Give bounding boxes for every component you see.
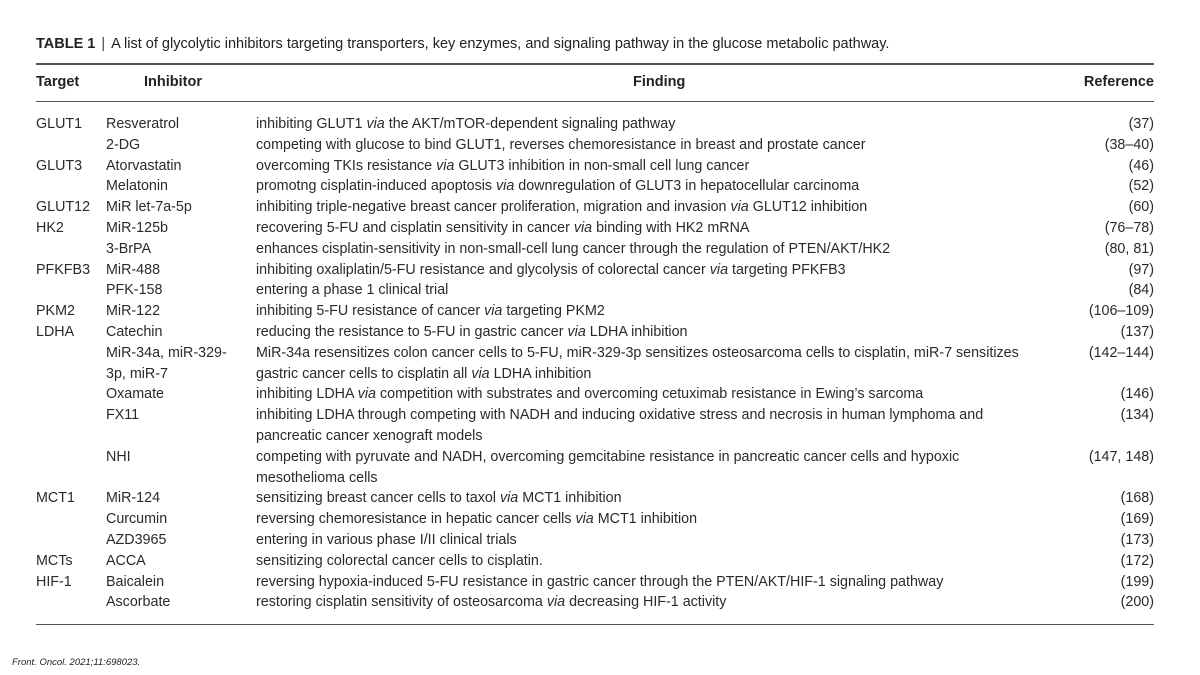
- inhibitor-line: MiR-488: [106, 261, 161, 278]
- cell-reference: (84): [1128, 282, 1154, 299]
- table-row: [0, 509, 1200, 530]
- table-row: [0, 384, 1200, 405]
- table-row: [0, 530, 1200, 551]
- cell-finding: [256, 488, 1071, 509]
- table-caption: [36, 36, 1166, 52]
- caption-text: A list of glycolytic inhibitors targeting transporters, key enzymes, and signaling pathway in the glucose metabolic pathway.: [111, 36, 890, 52]
- cell-reference: (52): [1128, 178, 1154, 195]
- inhibitor-line: MiR-122: [106, 303, 161, 320]
- inhibitor-line: PFK-158: [106, 282, 163, 299]
- inhibitor-line: MiR let-7a-5p: [106, 199, 192, 216]
- finding-line: competing with pyruvate and NADH, overcoming gemcitabine resistance in pancreatic cancer cells and hypoxic: [256, 448, 960, 465]
- cell-reference: (46): [1128, 157, 1154, 174]
- table-row: [0, 218, 1200, 239]
- table-row: [0, 447, 1200, 489]
- header-inhibitor: Inhibitor: [144, 74, 202, 90]
- header-finding: Finding: [633, 74, 686, 90]
- cell-finding: [256, 551, 1071, 572]
- table-header: [0, 74, 1200, 94]
- cell-finding: [256, 114, 1071, 135]
- cell-target: PKM2: [36, 303, 75, 320]
- inhibitor-line: Curcumin: [106, 511, 168, 528]
- finding-line: reversing hypoxia-induced 5-FU resistance in gastric cancer through the PTEN/AKT/HIF-1 signaling pathway: [256, 573, 944, 590]
- inhibitor-line: 3-BrPA: [106, 240, 152, 257]
- cell-target: GLUT1: [36, 116, 83, 132]
- inhibitor-line: Baicalein: [106, 573, 165, 590]
- cell-reference: (146): [1120, 386, 1154, 403]
- cell-inhibitor: [106, 592, 246, 613]
- cell-finding: [256, 239, 1071, 260]
- cell-finding: [256, 135, 1071, 156]
- finding-line: inhibiting oxaliplatin/5-FU resistance and glycolysis of colorectal cancer via targeting PFKFB3: [256, 261, 846, 278]
- inhibitor-line: Resveratrol: [106, 116, 180, 132]
- cell-reference: (168): [1120, 490, 1154, 507]
- cell-target: MCT1: [36, 490, 75, 507]
- finding-line: inhibiting LDHA through competing with NADH and inducing oxidative stress and necrosis in human lymphoma and: [256, 407, 984, 424]
- table-label: TABLE 1: [36, 36, 96, 52]
- finding-line: competing with glucose to bind GLUT1, reverses chemoresistance in breast and prostate cancer: [256, 136, 866, 153]
- cell-inhibitor: [106, 572, 246, 593]
- finding-line: enhances cisplatin-sensitivity in non-small-cell lung cancer through the regulation of PTEN/AKT/HK2: [256, 240, 891, 257]
- cell-finding: [256, 156, 1071, 177]
- finding-line: reducing the resistance to 5-FU in gastric cancer via LDHA inhibition: [256, 323, 688, 340]
- cell-reference: (38–40): [1104, 136, 1154, 153]
- cell-reference: (37): [1128, 116, 1154, 132]
- cell-reference: (76–78): [1104, 219, 1154, 236]
- table-row: [0, 405, 1200, 447]
- cell-inhibitor: [106, 488, 246, 509]
- inhibitor-line: MiR-124: [106, 490, 161, 507]
- inhibitor-line: MiR-125b: [106, 219, 168, 236]
- cell-finding: [256, 176, 1071, 197]
- finding-line: inhibiting GLUT1 via the AKT/mTOR-dependent signaling pathway: [256, 116, 676, 132]
- cell-finding: [256, 322, 1071, 343]
- cell-inhibitor: [106, 447, 246, 468]
- cell-reference: (173): [1120, 531, 1154, 548]
- header-reference: Reference: [1083, 74, 1154, 90]
- cell-reference: (147, 148): [1088, 448, 1154, 465]
- cell-target: GLUT12: [36, 199, 91, 216]
- inhibitor-line: ACCA: [106, 552, 146, 569]
- table-row: [0, 280, 1200, 301]
- finding-line: inhibiting LDHA via competition with substrates and overcoming cetuximab resistance in Ewing’s sarcoma: [256, 386, 924, 403]
- cell-inhibitor: [106, 301, 246, 322]
- cell-inhibitor: [106, 322, 246, 343]
- finding-line: MiR-34a resensitizes colon cancer cells to 5-FU, miR-329-3p sensitizes osteosarcoma cells to cisplatin, miR-7 sensitizes: [256, 344, 1019, 361]
- inhibitor-line: Catechin: [106, 323, 163, 340]
- caption-separator: |: [101, 36, 106, 52]
- finding-line: entering a phase 1 clinical trial: [256, 282, 449, 299]
- cell-finding: [256, 301, 1071, 322]
- table-row: [0, 572, 1200, 593]
- inhibitor-line: Atorvastatin: [106, 157, 182, 174]
- finding-line: inhibiting 5-FU resistance of cancer via targeting PKM2: [256, 303, 605, 320]
- finding-line: reversing chemoresistance in hepatic cancer cells via MCT1 inhibition: [256, 511, 698, 528]
- table-row: [0, 322, 1200, 343]
- table-body: [0, 114, 1200, 613]
- cell-finding: [256, 218, 1071, 239]
- cell-reference: (137): [1120, 323, 1154, 340]
- finding-line: sensitizing breast cancer cells to taxol via MCT1 inhibition: [256, 490, 622, 507]
- cell-inhibitor: [106, 260, 246, 281]
- cell-inhibitor: [106, 114, 246, 135]
- cell-target: MCTs: [36, 552, 73, 569]
- finding-line: inhibiting triple-negative breast cancer proliferation, migration and invasion via GLUT12 inhibition: [256, 199, 868, 216]
- header-target: Target: [36, 74, 80, 90]
- cell-inhibitor: [106, 405, 246, 426]
- cell-inhibitor: [106, 197, 246, 218]
- inhibitor-line: FX11: [106, 407, 140, 424]
- cell-reference: (106–109): [1088, 303, 1154, 320]
- cell-finding: [256, 572, 1071, 593]
- inhibitor-line: Ascorbate: [106, 594, 171, 611]
- cell-finding: [256, 405, 1071, 447]
- cell-reference: (80, 81): [1104, 240, 1154, 257]
- cell-target: HK2: [36, 219, 64, 236]
- cell-target: GLUT3: [36, 157, 83, 174]
- cell-reference: (200): [1120, 594, 1154, 611]
- inhibitor-line: NHI: [106, 448, 131, 465]
- table-row: [0, 197, 1200, 218]
- inhibitor-line: Oxamate: [106, 386, 165, 403]
- cell-reference: (142–144): [1088, 344, 1154, 361]
- cell-inhibitor: [106, 509, 246, 530]
- inhibitor-line: Melatonin: [106, 178, 168, 195]
- cell-inhibitor: [106, 135, 246, 156]
- finding-line: promotng cisplatin-induced apoptosis via downregulation of GLUT3 in hepatocellular carcinoma: [256, 178, 860, 195]
- cell-finding: [256, 447, 1071, 489]
- table-row: [0, 592, 1200, 613]
- table-row: [0, 135, 1200, 156]
- cell-target: LDHA: [36, 323, 75, 340]
- table-row: [0, 488, 1200, 509]
- source-citation: Front. Oncol. 2021;11:698023.: [12, 657, 141, 668]
- finding-line: mesothelioma cells: [256, 469, 378, 486]
- finding-line: overcoming TKIs resistance via GLUT3 inhibition in non-small cell lung cancer: [256, 157, 750, 174]
- table-row: [0, 114, 1200, 135]
- finding-line: recovering 5-FU and cisplatin sensitivity in cancer via binding with HK2 mRNA: [256, 219, 750, 236]
- inhibitor-line: 2-DG: [106, 136, 141, 153]
- table-row: [0, 156, 1200, 177]
- cell-inhibitor: [106, 156, 246, 177]
- finding-line: restoring cisplatin sensitivity of osteosarcoma via decreasing HIF-1 activity: [256, 594, 727, 611]
- table-row: [0, 551, 1200, 572]
- cell-finding: [256, 280, 1071, 301]
- cell-finding: [256, 384, 1071, 405]
- finding-line: entering in various phase I/II clinical trials: [256, 531, 517, 548]
- cell-target: PFKFB3: [36, 261, 91, 278]
- table-top-rule: [36, 63, 1154, 65]
- cell-finding: [256, 343, 1071, 385]
- cell-inhibitor: [106, 218, 246, 239]
- table-row: [0, 176, 1200, 197]
- cell-target: HIF-1: [36, 573, 72, 590]
- cell-finding: [256, 592, 1071, 613]
- cell-inhibitor: [106, 239, 246, 260]
- table-header-rule: [36, 101, 1154, 102]
- cell-finding: [256, 509, 1071, 530]
- finding-line: pancreatic cancer xenograft models: [256, 427, 483, 444]
- inhibitor-line: MiR-34a, miR-329-: [106, 344, 227, 361]
- table-row: [0, 343, 1200, 385]
- cell-reference: (60): [1128, 199, 1154, 216]
- cell-reference: (169): [1120, 511, 1154, 528]
- cell-inhibitor: [106, 384, 246, 405]
- cell-reference: (172): [1120, 552, 1154, 569]
- finding-line: sensitizing colorectal cancer cells to cisplatin.: [256, 552, 543, 569]
- cell-finding: [256, 530, 1071, 551]
- table-row: [0, 301, 1200, 322]
- cell-finding: [256, 260, 1071, 281]
- cell-reference: (97): [1128, 261, 1154, 278]
- table-row: [0, 260, 1200, 281]
- inhibitor-line: 3p, miR-7: [106, 365, 168, 382]
- inhibitor-line: AZD3965: [106, 531, 167, 548]
- cell-inhibitor: [106, 530, 246, 551]
- cell-inhibitor: [106, 551, 246, 572]
- cell-inhibitor: [106, 343, 246, 385]
- cell-inhibitor: [106, 176, 246, 197]
- cell-reference: (134): [1120, 407, 1154, 424]
- finding-line: gastric cancer cells to cisplatin all via LDHA inhibition: [256, 365, 592, 382]
- cell-reference: (199): [1120, 573, 1154, 590]
- table-row: [0, 239, 1200, 260]
- cell-inhibitor: [106, 280, 246, 301]
- cell-finding: [256, 197, 1071, 218]
- table-bottom-rule: [36, 624, 1154, 625]
